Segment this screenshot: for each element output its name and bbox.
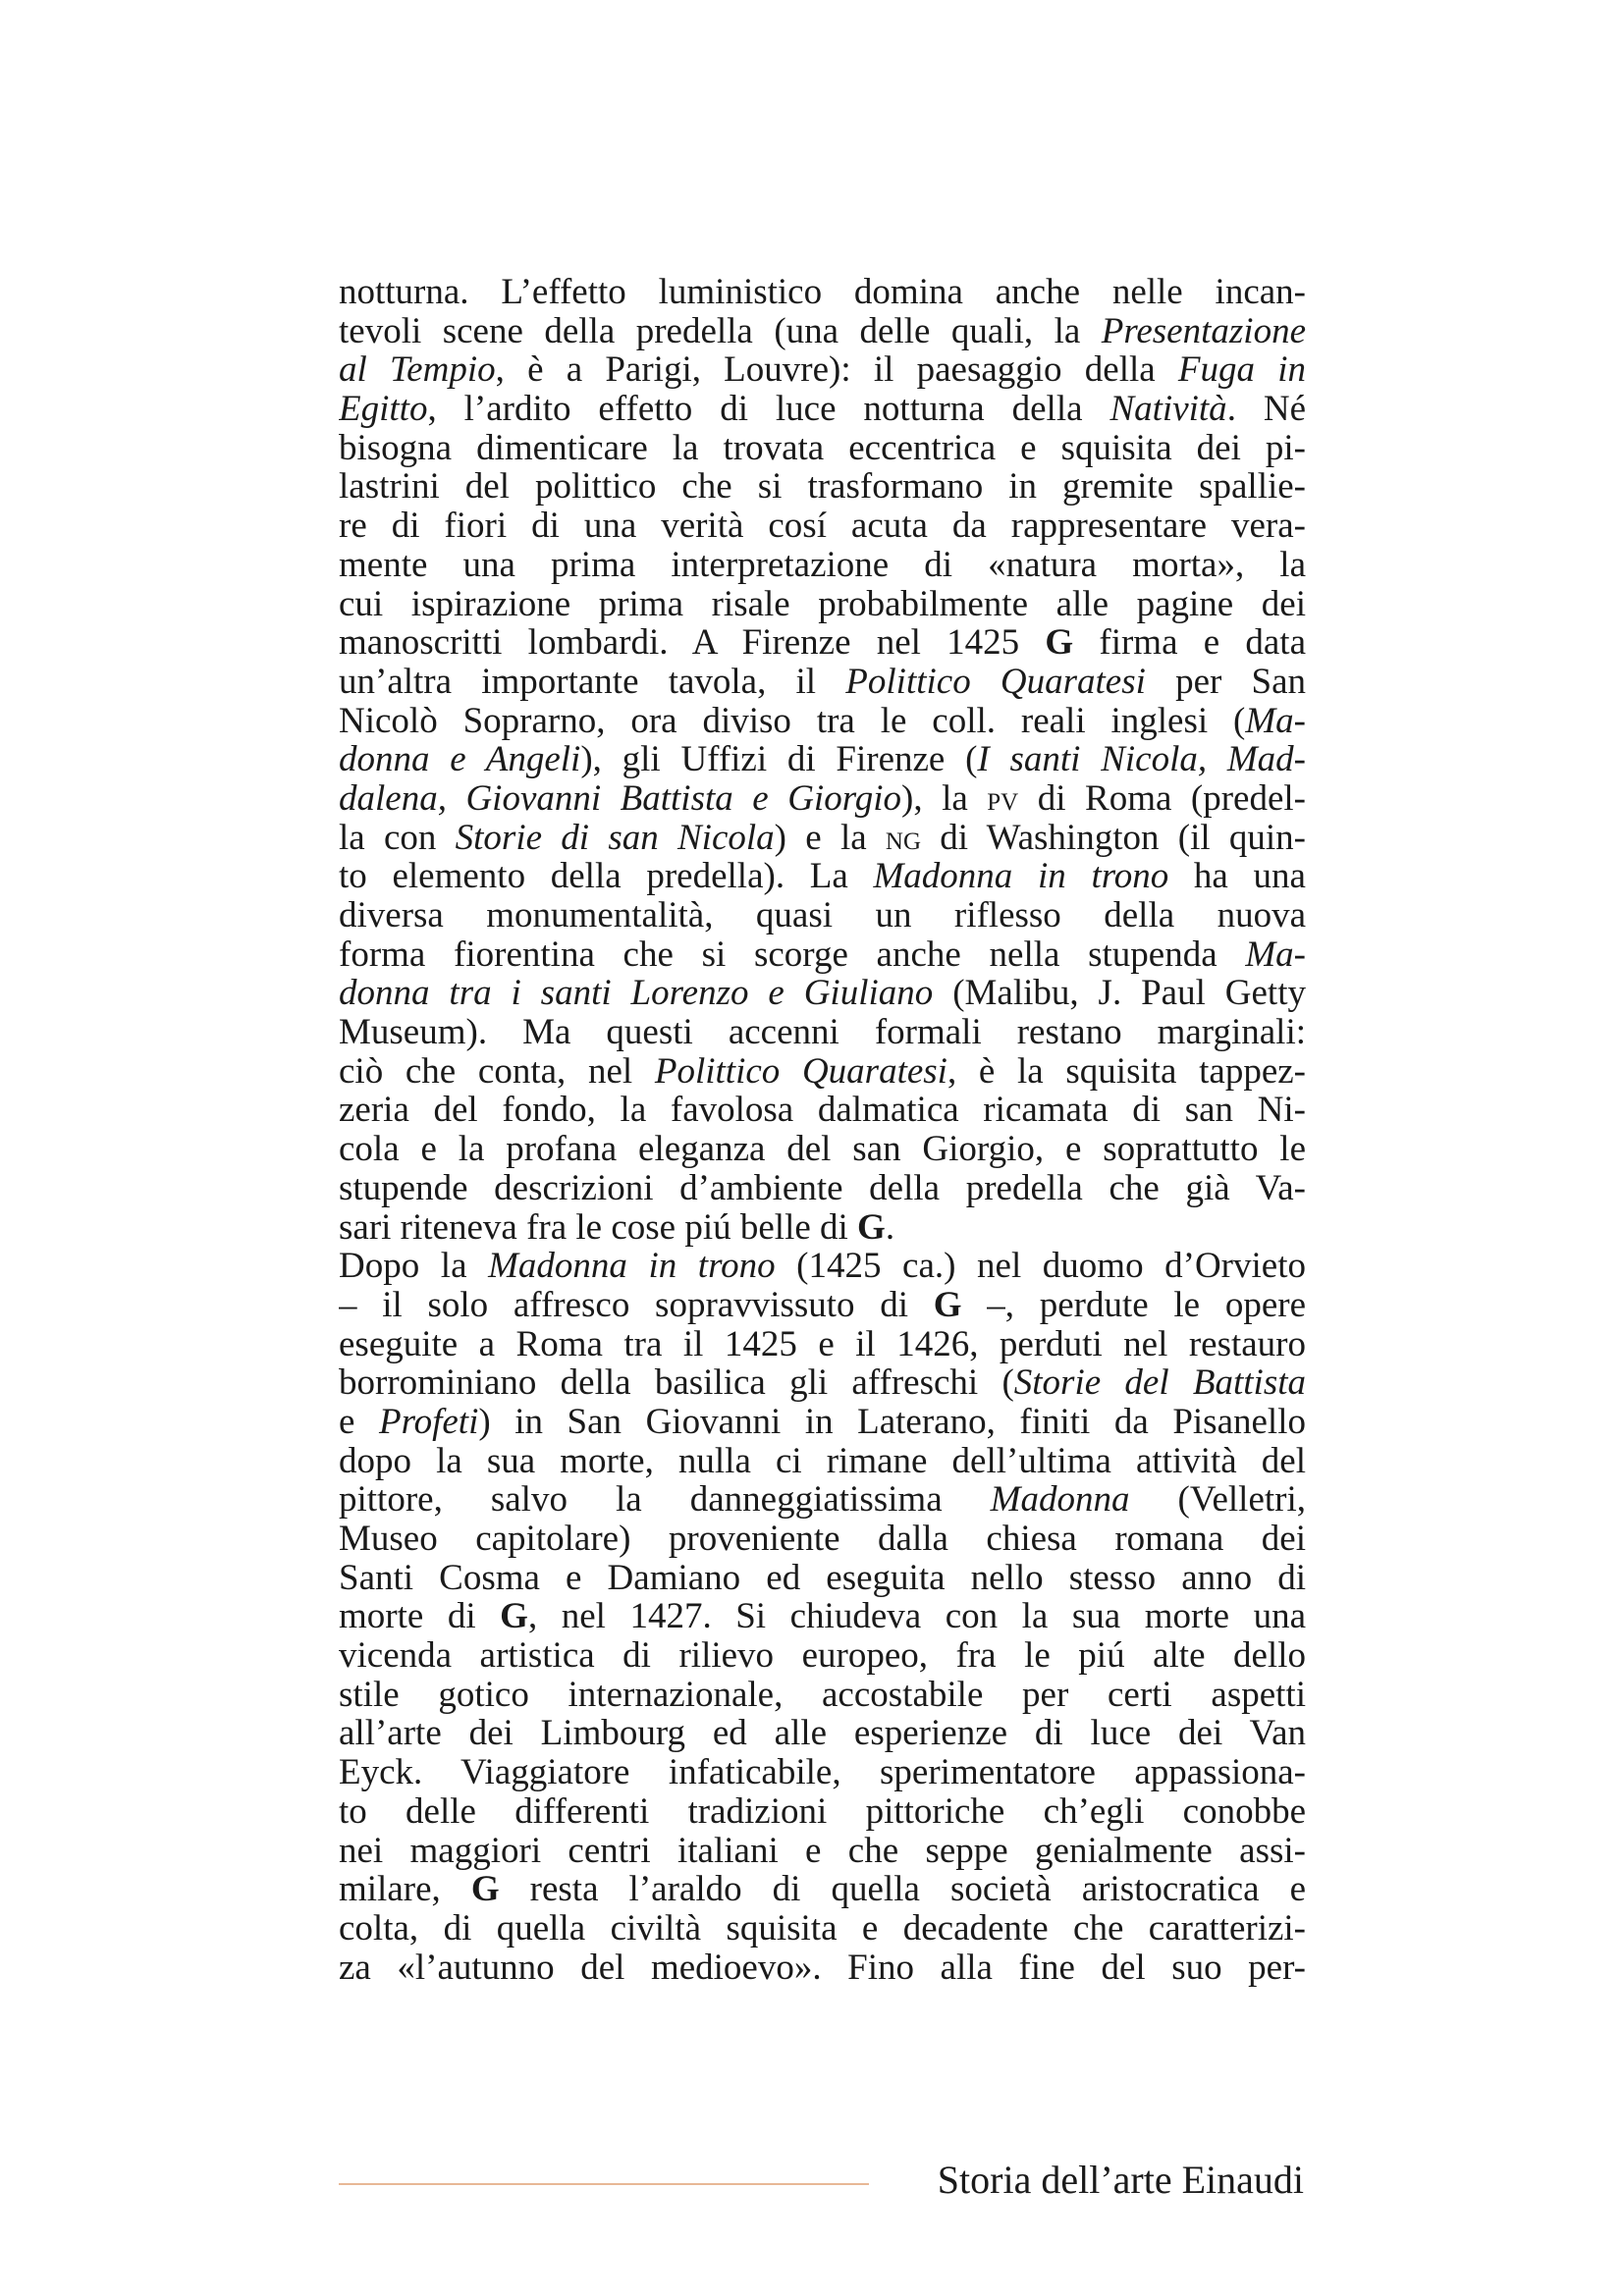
text-run: tevoli scene della predella (una delle quali, la [339,311,1102,351]
bold-initial: G [933,1285,962,1325]
text-run: borrominiano della basilica gli affreschi ( [339,1363,1014,1403]
text-line [339,974,1306,1013]
text-run: di Roma (predel- [1018,778,1306,819]
text-run: nei maggiori centri italiani e che seppe genialmente assi- [339,1831,1306,1871]
text-run: ha una [1168,857,1306,896]
text-line [339,779,1306,819]
body-text [339,273,1306,1987]
text-run: manoscritti lombardi. A Firenze nel 1425 [339,623,1046,663]
text-run: sari riteneva fra le cose piú belle di [339,1207,858,1248]
text-run: un’altra importante tavola, il [339,662,846,702]
text-run: dopo la sua morte, nulla ci rimane dell’ultima attività del [339,1441,1306,1481]
text-line [339,702,1306,741]
text-run: , l’ardito effetto di luce notturna della [427,390,1110,429]
text-run: to delle differenti tradizioni pittoriche ch’egli conobbe [339,1791,1306,1832]
text-line [339,585,1306,624]
text-run: diversa monumentalità, quasi un riflesso della nuova [339,896,1306,935]
text-line [339,1676,1306,1715]
text-line [339,1753,1306,1792]
text-run: di Washington (il quin- [921,818,1306,858]
text-run: eseguite a Roma tra il 1425 e il 1426, perduti nel restauro [339,1324,1306,1364]
text-run: – il solo affresco sopravvissuto di [339,1285,934,1325]
small-caps-abbr: pv [987,778,1019,818]
text-run: colta, di quella civiltà squisita e decadente che caratterizi- [339,1908,1306,1949]
italic-title: Egitto [339,390,428,429]
bold-initial: G [857,1207,886,1248]
text-run: notturna. L’effetto luministico domina anche nelle incan- [339,273,1306,312]
text-line [339,429,1306,468]
text-line [339,546,1306,585]
text-line [339,1520,1306,1559]
text-line [339,1949,1306,1988]
text-line [339,935,1306,975]
text-line [339,1870,1306,1909]
text-run: cui ispirazione prima risale probabilmente alle pagine dei [339,584,1306,624]
text-line [339,1325,1306,1364]
text-line [339,1130,1306,1169]
bold-initial: G [470,1870,500,1909]
text-run: stupende descrizioni d’ambiente della predella che già Va- [339,1168,1306,1208]
text-line [339,273,1306,312]
italic-title: Storie del Battista [1013,1363,1306,1403]
italic-title: Profeti [378,1402,479,1442]
text-run: vicenda artistica di rilievo europeo, fra le piú alte dello [339,1636,1306,1676]
text-line [339,1832,1306,1871]
text-run: stile gotico internazionale, accostabile per certi aspetti [339,1675,1306,1715]
text-line [339,1403,1306,1442]
text-line [339,1480,1306,1520]
italic-title: Storie di san Nicola [455,818,775,858]
text-run: ) e la [774,818,886,858]
text-run: , è la squisita tappez- [947,1051,1306,1092]
text-run: ciò che conta, nel [339,1051,655,1092]
text-line [339,1909,1306,1949]
text-line [339,467,1306,507]
italic-title: Madonna in trono [873,857,1169,896]
text-run: , nel 1427. Si chiudeva con la sua morte una [527,1597,1306,1637]
text-run: mente una prima interpretazione di «natura morta», la [339,545,1306,585]
text-line [339,740,1306,779]
text-run: ), gli Uffizi di Firenze ( [580,740,978,779]
text-line [339,1636,1306,1676]
small-caps-abbr: ng [885,818,922,857]
text-line [339,1091,1306,1130]
text-run: , è a Parigi, Louvre): il paesaggio della [495,350,1178,391]
text-line [339,1169,1306,1208]
text-run: (Velletri, [1129,1480,1306,1520]
text-run: to elemento della predella). La [339,857,874,896]
text-run: bisogna dimenticare la trovata eccentrica e squisita dei pi- [339,428,1306,468]
text-run: pittore, salvo la danneggiatissima [339,1480,991,1520]
text-run: per San [1145,662,1306,702]
italic-title: Polittico Quaratesi [845,662,1146,702]
italic-title: Presentazione [1101,311,1306,351]
text-line [339,507,1306,546]
text-line [339,1208,1306,1248]
text-run: ) in San Giovanni in Laterano, finiti da Pisanello [478,1402,1306,1442]
text-run: . Né [1226,390,1306,429]
text-line [339,1363,1306,1403]
footer-rule [339,2183,869,2185]
footer-title: Storia dell’arte Einaudi [937,2158,1304,2202]
text-line [339,1597,1306,1636]
italic-title: Natività [1109,390,1227,429]
text-run: Nicolò Soprarno, ora diviso tra le coll. reali inglesi ( [339,701,1246,741]
italic-title: Madonna in trono [488,1247,776,1286]
text-run: Eyck. Viaggiatore infaticabile, sperimentatore appassiona- [339,1753,1306,1792]
text-run: (1425 ca.) nel duomo d’Orvieto [775,1247,1306,1286]
text-run: firma e data [1073,623,1306,663]
text-line [339,1559,1306,1598]
text-line [339,390,1306,429]
text-run: Museo capitolare) proveniente dalla chiesa romana dei [339,1520,1306,1559]
italic-title: al Tempio [339,350,496,391]
text-run: Dopo la [339,1247,489,1286]
text-run: . [885,1207,895,1248]
bold-initial: G [500,1597,528,1637]
italic-title: Polittico Quaratesi [654,1051,947,1092]
text-line [339,1013,1306,1052]
text-run: milare, [339,1870,471,1909]
text-run: cola e la profana eleganza del san Giorgio, e soprattutto le [339,1130,1306,1169]
text-run: all’arte dei Limbourg ed alle esperienze di luce dei Van [339,1714,1306,1754]
italic-title: Ma- [1245,701,1306,741]
italic-title: dalena, Giovanni Battista e Giorgio [339,778,901,819]
italic-title: I santi Nicola, Mad- [977,740,1306,779]
text-line [339,857,1306,896]
text-run: la con [339,818,456,858]
text-line [339,663,1306,702]
text-run: ), la [901,778,988,819]
text-line [339,1247,1306,1286]
text-line [339,1714,1306,1753]
text-run: morte di [339,1597,501,1637]
italic-title: donna e Angeli [339,740,581,779]
text-line [339,1792,1306,1832]
italic-title: Madonna [990,1480,1130,1520]
text-line [339,623,1306,663]
text-run: Museum). Ma questi accenni formali restano marginali: [339,1013,1306,1052]
italic-title: Ma- [1245,934,1306,975]
italic-title: Fuga in [1177,350,1306,391]
text-run: e [339,1402,379,1442]
text-run: Santi Cosma e Damiano ed eseguita nello stesso anno di [339,1558,1306,1598]
text-run: zeria del fondo, la favolosa dalmatica ricamata di san Ni- [339,1091,1306,1131]
bold-initial: G [1045,623,1074,663]
text-line [339,896,1306,935]
italic-title: donna tra i santi Lorenzo e Giuliano [339,974,934,1014]
text-line [339,1286,1306,1325]
text-line [339,819,1306,858]
text-line [339,1442,1306,1481]
text-run: –, perdute le opere [961,1285,1306,1325]
text-run: (Malibu, J. Paul Getty [933,974,1306,1014]
text-run: re di fiori di una verità cosí acuta da rappresentare vera- [339,507,1306,546]
text-line [339,350,1306,390]
text-line [339,1052,1306,1092]
text-run: resta l’araldo di quella società aristocratica e [499,1870,1306,1909]
text-run: lastrini del polittico che si trasformano in gremite spallie- [339,467,1306,507]
text-line [339,312,1306,351]
text-run: za «l’autunno del medioevo». Fino alla fine del suo per- [339,1948,1306,1988]
text-run: forma fiorentina che si scorge anche nella stupenda [339,934,1246,975]
